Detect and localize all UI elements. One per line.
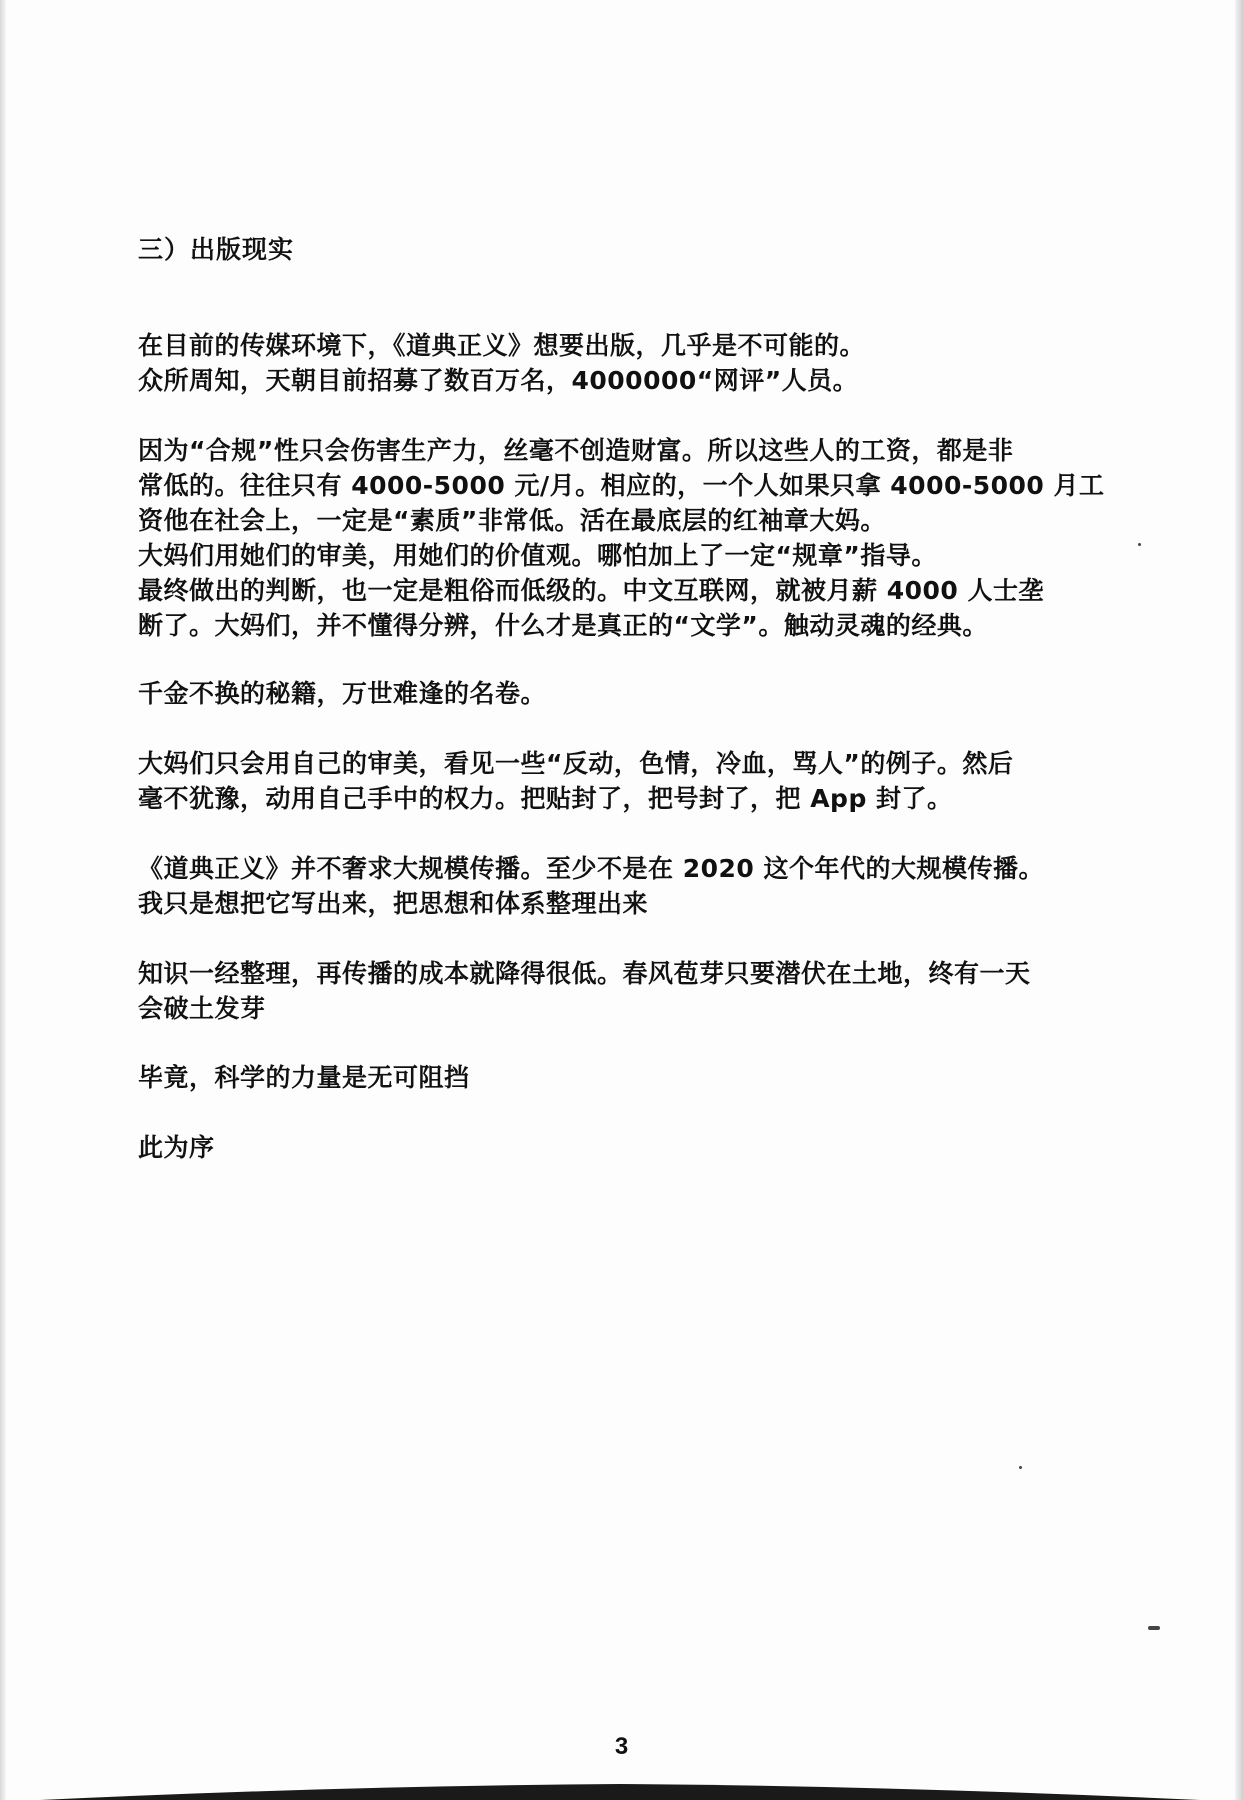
section-heading: 三）出版现实 <box>138 235 295 264</box>
paragraph-6 <box>138 956 1148 1026</box>
scan-edge-bottom <box>40 1778 1200 1800</box>
paragraph-line: 毕竟，科学的力量是无可阻挡 <box>138 1063 470 1092</box>
scan-edge-right <box>1235 0 1243 1800</box>
paragraph-line: 断了。大妈们，并不懂得分辨，什么才是真正的“文学”。触动灵魂的经典。 <box>138 611 988 640</box>
paragraph-line: 大妈们只会用自己的审美，看见一些“反动，色情，冷血，骂人”的例子。然后 <box>138 749 1014 778</box>
paragraph-line: 知识一经整理，再传播的成本就降得很低。春风苞芽只要潜伏在土地，终有一天 <box>138 959 1031 988</box>
paragraph-line: 资他在社会上，一定是“素质”非常低。活在最底层的红袖章大妈。 <box>138 506 886 535</box>
paragraph-line: 因为“合规”性只会伤害生产力，丝毫不创造财富。所以这些人的工资，都是非 <box>138 436 1014 465</box>
scan-speck <box>1148 1626 1160 1630</box>
paragraph-line: 《道典正义》并不奢求大规模传播。至少不是在 2020 这个年代的大规模传播。 <box>138 854 1044 883</box>
paragraph-line: 众所周知，天朝目前招募了数百万名，4000000“网评”人员。 <box>138 366 859 395</box>
paragraph-line: 大妈们用她们的审美，用她们的价值观。哪怕加上了一定“规章”指导。 <box>138 541 937 570</box>
page-number: 3 <box>614 1733 629 1760</box>
paragraph-8 <box>138 1130 1148 1165</box>
paragraph-line: 毫不犹豫，动用自己手中的权力。把贴封了，把号封了，把 App 封了。 <box>138 784 953 813</box>
paragraph-line: 会破土发芽 <box>138 994 266 1023</box>
paragraph-line: 我只是想把它写出来，把思想和体系整理出来 <box>138 889 649 918</box>
paragraph-7 <box>138 1060 1148 1095</box>
paragraph-4 <box>138 746 1148 816</box>
paragraph-line: 此为序 <box>138 1133 215 1162</box>
paragraph-2 <box>138 433 1148 643</box>
scan-edge-left <box>0 0 6 1800</box>
paragraph-line: 最终做出的判断，也一定是粗俗而低级的。中文互联网，就被月薪 4000 人士垄 <box>138 576 1044 605</box>
scan-speck <box>1138 543 1141 546</box>
paragraph-5 <box>138 851 1148 921</box>
paragraph-line: 常低的。往往只有 4000-5000 元/月。相应的，一个人如果只拿 4000-5000 月工 <box>138 471 1105 500</box>
paragraph-line: 在目前的传媒环境下，《道典正义》想要出版，几乎是不可能的。 <box>138 331 866 360</box>
paragraph-1 <box>138 328 1148 398</box>
paragraph-line: 千金不换的秘籍，万世难逢的名卷。 <box>138 679 547 708</box>
paragraph-3 <box>138 676 1148 711</box>
scan-speck <box>1019 1466 1022 1469</box>
